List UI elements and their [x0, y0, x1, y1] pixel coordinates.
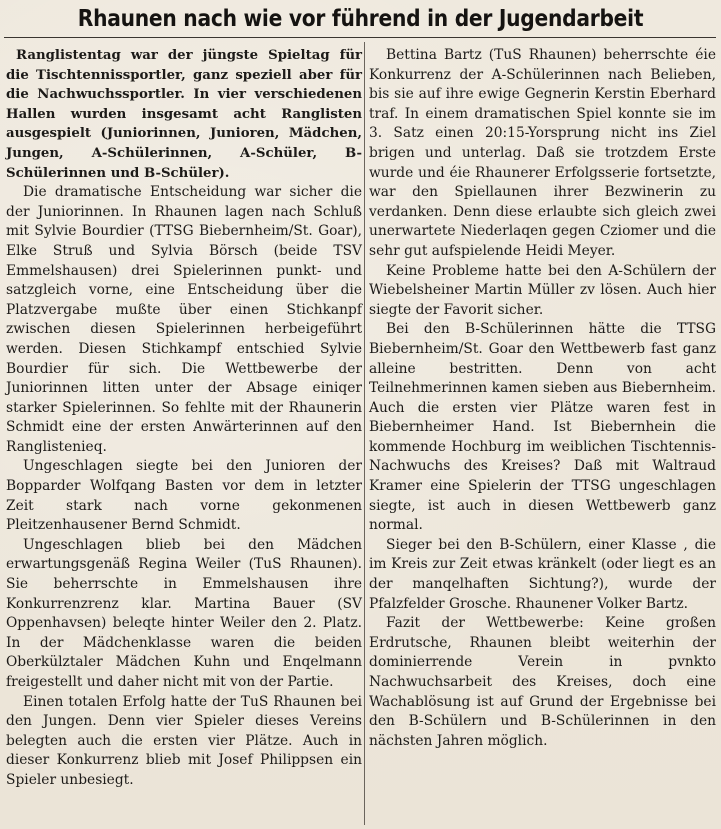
column-divider: [364, 42, 365, 825]
paragraph-jungen: Einen totalen Erfolg hatte der TuS Rhaunen bei den Jungen. Denn vier Spieler dieses Vereins belegten auch die ersten vier Plätze. Auch in dieser Konkurrenz blieb mit Josef Philippsen ein Spieler unbesiegt.: [6, 693, 362, 788]
paragraph-a-schuelerinnen: Bettina Bartz (TuS Rhaunen) beherrschte éie Konkurrenz der A-Schülerinnen nach Belieben, bis sie auf ihre ewige Gegnerin Kerstin Eberhard traf. In einem dramatischen Spiel konnte sie im 3. Satz einen 20:15-Yorsprung nicht ins Ziel brigen und unterlag. Daß sie trotzdem Erste wurde und éie Rhaunerer Erfolgsserie fortsetzte, war den Spiellaunen ihrer Bezwinerin zu verdanken. Denn diese erlaubte sich gleich zwei unerwartete Niederlaqen gegen Cziomer und die sehr gut aufspielende Heidi Meyer.: [369, 47, 716, 259]
paragraph-junioren: Ungeschlagen siegte bei den Junioren der Bopparder Wolfqang Basten vor dem in letzter Zeit stark nach vorne gekonmenen Pleitzenhausener Bernd Schmidt.: [6, 458, 362, 534]
paragraph-a-schueler: Keine Probleme hatte bei den A-Schülern der Wiebelsheiner Martin Müller zv lösen. Auch hier siegte der Favorit sicher.: [369, 262, 716, 318]
right-column: [369, 46, 716, 751]
headline-rule: [4, 37, 716, 38]
paragraph-b-schueler: Sieger bei den B-Schülern, einer Klasse , die im Kreis zur Zeit etwas kränkelt (oder liegt es an der manqelhaften Sichtung?), wurde der Pfalzfelder Grosche. Rhaunener Volker Bartz.: [369, 536, 716, 612]
paragraph-fazit: Fazit der Wettbewerbe: Keine großen Erdrutsche, Rhaunen bleibt weiterhin der dominierrende Verein in pvnkto Nachwuchsarbeit des Kreises, doch eine Wachablösung ist auf Grund der Ergebnisse bei den B-Schülern und B-Schülerinnen in den nächsten Jahren möglich.: [369, 615, 716, 749]
left-column: [6, 46, 362, 791]
paragraph-juniorinnen: Die dramatische Entscheidung war sicher die der Juniorinnen. In Rhaunen lagen nach Schluß mit Sylvie Bourdier (TTSG Biebernheim/St. Goar), Elke Struß und Sylvia Börsch (beide TSV Emmelshausen) drei Spielerinnen punkt- und satzgleich vorne, eine Entscheidung über die Platzvergabe mußte über einen Stichkanpf zwischen diesen Spielerinnen herbeigeführt werden. Diesen Stichkampf entschied Sylvie Bourdier für sich. Die Wettbewerbe der Juniorinnen litten unter der Absage einiqer starker Spielerinnen. So fehlte mit der Rhaunerin Schmidt eine der ersten Anwärterinnen auf den Ranglistenieq.: [6, 184, 362, 455]
headline: Rhaunen nach wie vor führend in der Jugendarbeit: [77, 6, 644, 32]
lead-paragraph: Ranglistentag war der jüngste Spieltag für die Tischtennissportler, ganz speziell aber für die Nachwuchssportler. In vier verschiedenen Hallen wurden insgesamt acht Ranglisten ausgespielt (Juniorinnen, Junioren, Mädchen, Jungen, A-Schülerinnen, A-Schüler, B-Schülerinnen und B-Schüler).: [6, 48, 362, 181]
paragraph-maedchen: Ungeschlagen blieb bei den Mädchen erwartungsgenäß Regina Weiler (TuS Rhaunen). Sie beherrschte in Emmelshausen ihre Konkurrenzrenz klar. Martina Bauer (SV Oppenhavsen) beleqte hinter Weiler den 2. Platz. In der Mädchenklasse waren die beiden Oberkülztaler Mädchen Kuhn und Enqelmann freigestellt und daher nicht mit von der Partie.: [6, 536, 362, 690]
paragraph-b-schuelerinnen: Bei den B-Schülerinnen hätte die TTSG Biebernheim/St. Goar den Wettbewerb fast ganz alleine bestritten. Denn von acht Teilnehmerinnen kamen sieben aus Biebernheim. Auch die ersten vier Plätze waren fest in Biebernheimer Hand. Ist Biebernhein die kommende Hochburg im weiblichen Tischtennis-Nachwuchs des Kreises? Daß mit Waltraud Kramer eine Spielerin der TTSG ungeschlagen siegte, ist auch in diesen Wettbewerb ganz normal.: [369, 321, 716, 534]
